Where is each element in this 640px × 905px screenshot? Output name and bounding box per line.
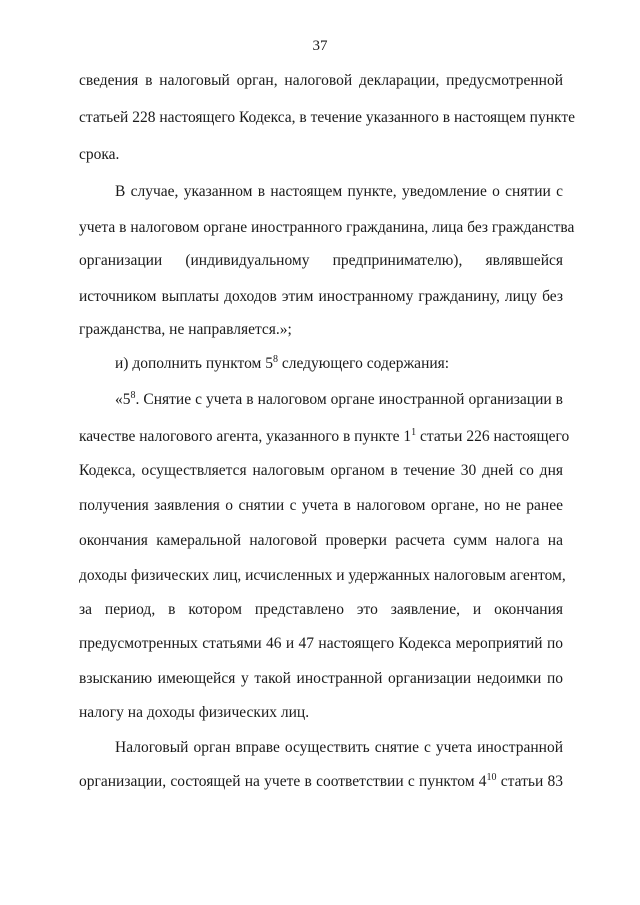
text-line: сведения в налоговый орган, налоговой декларации, предусмотренной	[79, 72, 563, 89]
text-line: учета в налоговом органе иностранного гражданина, лица без гражданства	[79, 219, 575, 236]
text-segment: организации, состоящей на учете в соответствии с пунктом 4	[79, 773, 487, 790]
superscript: 8	[130, 390, 136, 401]
text-line: статьей 228 настоящего Кодекса, в течение указанного в настоящем пункте	[79, 109, 575, 126]
text-segment: статьи 83	[496, 773, 563, 790]
text-line: доходы физических лиц, исчисленных и удержанных налоговым агентом,	[79, 567, 566, 584]
text-line: предусмотренных статьями 46 и 47 настоящего Кодекса мероприятий по	[79, 635, 563, 652]
text-segment: «5	[115, 391, 131, 408]
superscript: 8	[272, 354, 278, 365]
text-line: срока.	[79, 146, 120, 163]
text-segment: качестве налогового агента, указанного в пункте 1	[79, 428, 412, 445]
superscript: 1	[411, 427, 417, 438]
text-segment: и) дополнить пунктом 5	[115, 355, 273, 372]
paragraph-first-line: Налоговый орган вправе осуществить снятие с учета иностранной	[115, 739, 563, 756]
paragraph-first-line	[115, 354, 563, 374]
page-number: 37	[312, 38, 328, 54]
text-segment: статьи 226 настоящего	[416, 428, 570, 445]
paragraph-first-line	[115, 390, 563, 410]
paragraph-first-line: В случае, указанном в настоящем пункте, уведомление о снятии с	[115, 183, 563, 200]
text-line: гражданства, не направляется.»;	[79, 321, 292, 338]
text-segment: . Снятие с учета в налоговом органе иностранной организации в	[135, 391, 563, 408]
text-line: Кодекса, осуществляется налоговым органом в течение 30 дней со дня	[79, 462, 563, 479]
text-line	[79, 427, 570, 447]
text-line: получения заявления о снятии с учета в налоговом органе, но не ранее	[79, 497, 563, 514]
text-line	[79, 772, 563, 792]
text-line: окончания камеральной налоговой проверки расчета сумм налога на	[79, 532, 563, 549]
text-line: налогу на доходы физических лиц.	[79, 704, 310, 721]
text-line: источником выплаты доходов этим иностранному гражданину, лицу без	[79, 288, 563, 305]
text-line: за период, в котором представлено это заявление, и окончания	[79, 601, 563, 618]
text-line: организации (индивидуальному предпринимателю), являвшейся	[79, 252, 563, 269]
superscript: 10	[486, 772, 497, 783]
text-line: взысканию имеющейся у такой иностранной организации недоимки по	[79, 670, 563, 687]
text-segment: следующего содержания:	[277, 355, 450, 372]
